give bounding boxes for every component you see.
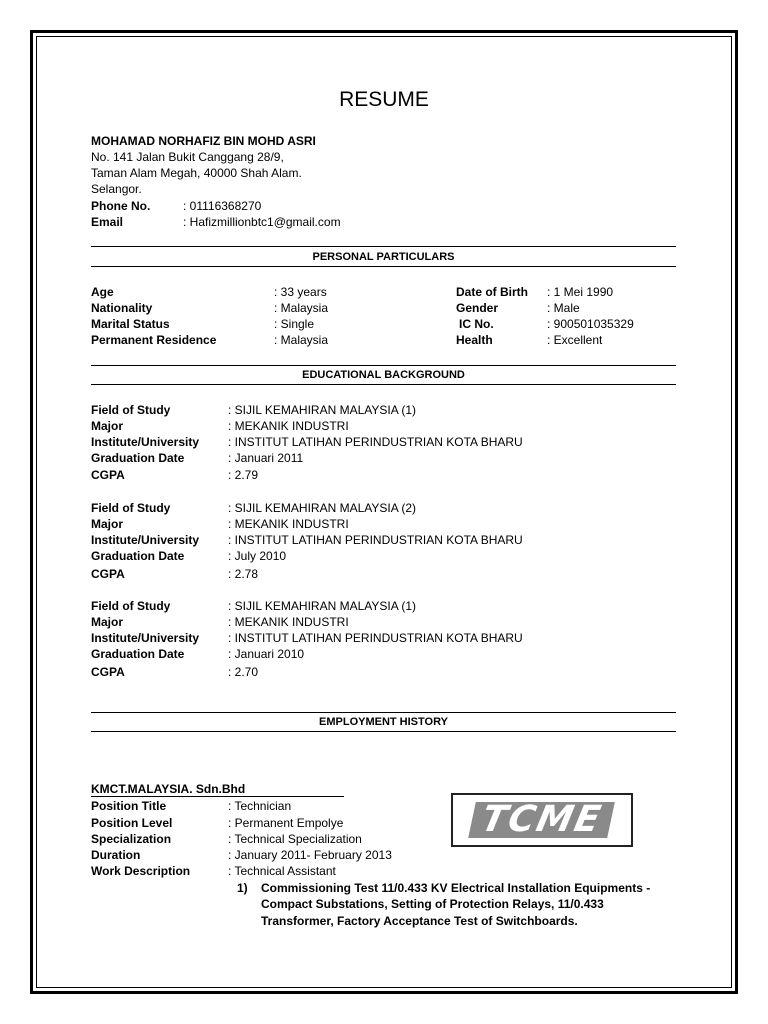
label-gender: Gender (456, 301, 499, 315)
applicant-name: MOHAMAD NORHAFIZ BIN MOHD ASRI (91, 134, 316, 148)
value-graduation-date: : Januari 2010 (228, 647, 305, 661)
value-graduation-date: : Januari 2011 (228, 451, 304, 465)
value-major: : MEKANIK INDUSTRI (228, 419, 349, 433)
company-name: KMCT.MALAYSIA. Sdn.Bhd (91, 782, 246, 796)
label-institute: Institute/University (91, 435, 200, 449)
label-major: Major (91, 615, 124, 629)
value-cgpa: : 2.78 (228, 567, 259, 581)
work-item-line-2: Compact Substations, Setting of Protection Relays, 11/0.433 (261, 897, 604, 911)
label-specialization: Specialization (91, 832, 172, 846)
value-date-of-birth: : 1 Mei 1990 (547, 285, 614, 299)
company-logo-text: TCME (468, 802, 615, 838)
section-divider (91, 712, 676, 713)
label-position-level: Position Level (91, 816, 173, 830)
value-work-description: : Technical Assistant (228, 864, 336, 878)
section-heading-employment: EMPLOYMENT HISTORY (319, 716, 448, 728)
value-institute: : INSTITUT LATIHAN PERINDUSTRIAN KOTA BHARU (228, 631, 523, 645)
work-item-line-1: Commissioning Test 11/0.433 KV Electrical Installation Equipments - (261, 881, 651, 895)
value-field-of-study: : SIJIL KEMAHIRAN MALAYSIA (2) (228, 501, 417, 515)
label-institute: Institute/University (91, 631, 200, 645)
value-specialization: : Technical Specialization (228, 832, 362, 846)
section-heading-personal: PERSONAL PARTICULARS (312, 251, 455, 263)
label-work-description: Work Description (91, 864, 191, 878)
value-major: : MEKANIK INDUSTRI (228, 517, 349, 531)
value-age: : 33 years (274, 285, 327, 299)
label-age: Age (91, 285, 114, 299)
value-cgpa: : 2.79 (228, 468, 259, 482)
label-nationality: Nationality (91, 301, 153, 315)
section-divider (91, 246, 676, 247)
value-graduation-date: : July 2010 (228, 549, 287, 563)
label-graduation-date: Graduation Date (91, 647, 185, 661)
value-ic-no: : 900501035329 (547, 317, 634, 331)
email-label: Email (91, 215, 124, 229)
value-permanent-residence: : Malaysia (274, 333, 329, 347)
phone-value: : 01116368270 (183, 199, 262, 213)
value-gender: : Male (547, 301, 580, 315)
email-value: : Hafizmillionbtc1@gmail.com (183, 215, 341, 229)
section-heading-education: EDUCATIONAL BACKGROUND (302, 369, 465, 381)
label-permanent-residence: Permanent Residence (91, 333, 217, 347)
value-cgpa: : 2.70 (228, 665, 259, 679)
value-major: : MEKANIK INDUSTRI (228, 615, 349, 629)
label-cgpa: CGPA (91, 567, 125, 581)
company-underline (91, 796, 344, 797)
value-duration: : January 2011- February 2013 (228, 848, 392, 862)
value-marital-status: : Single (274, 317, 315, 331)
section-divider (91, 384, 676, 385)
value-health: : Excellent (547, 333, 603, 347)
address-line-3: Selangor. (91, 182, 142, 196)
label-field-of-study: Field of Study (91, 403, 171, 417)
company-logo (451, 793, 633, 847)
label-institute: Institute/University (91, 533, 200, 547)
section-divider (91, 266, 676, 267)
work-item-line-3: Transformer, Factory Acceptance Test of Switchboards. (261, 914, 578, 928)
label-health: Health (456, 333, 493, 347)
label-graduation-date: Graduation Date (91, 451, 185, 465)
value-institute: : INSTITUT LATIHAN PERINDUSTRIAN KOTA BHARU (228, 533, 523, 547)
label-major: Major (91, 517, 124, 531)
label-cgpa: CGPA (91, 468, 125, 482)
work-item-number: 1) (237, 881, 248, 895)
phone-label: Phone No. (91, 199, 151, 213)
label-duration: Duration (91, 848, 141, 862)
label-field-of-study: Field of Study (91, 599, 171, 613)
label-date-of-birth: Date of Birth (456, 285, 528, 299)
value-field-of-study: : SIJIL KEMAHIRAN MALAYSIA (1) (228, 599, 417, 613)
value-field-of-study: : SIJIL KEMAHIRAN MALAYSIA (1) (228, 403, 417, 417)
label-major: Major (91, 419, 124, 433)
label-field-of-study: Field of Study (91, 501, 171, 515)
label-ic-no: IC No. (459, 317, 494, 331)
address-line-1: No. 141 Jalan Bukit Canggang 28/9, (91, 150, 284, 164)
section-divider (91, 731, 676, 732)
label-cgpa: CGPA (91, 665, 125, 679)
address-line-2: Taman Alam Megah, 40000 Shah Alam. (91, 166, 302, 180)
value-institute: : INSTITUT LATIHAN PERINDUSTRIAN KOTA BHARU (228, 435, 523, 449)
label-graduation-date: Graduation Date (91, 549, 185, 563)
value-position-title: : Technician (228, 799, 292, 813)
section-divider (91, 365, 676, 366)
label-marital-status: Marital Status (91, 317, 170, 331)
label-position-title: Position Title (91, 799, 167, 813)
page-title: RESUME (339, 88, 429, 111)
value-nationality: : Malaysia (274, 301, 329, 315)
value-position-level: : Permanent Empolye (228, 816, 344, 830)
